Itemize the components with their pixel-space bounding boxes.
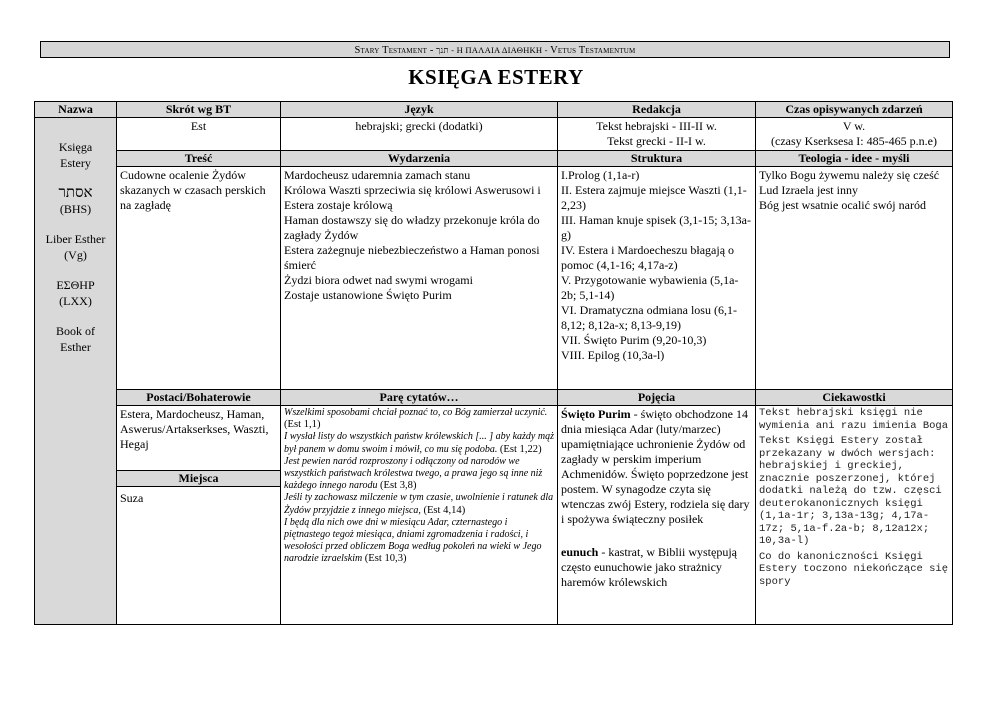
structure-cell	[558, 167, 756, 390]
concept-item	[561, 545, 752, 590]
structure-item: IV. Estera i Mardoecheszu błagają o pomoc (4,1-16; 4,17a-z)	[561, 243, 735, 272]
structure-item: I.Prolog (1,1a-r)	[561, 168, 640, 182]
content-cell: Cudowne ocalenie Żydów skazanych w czasach perskich na zagładę	[117, 167, 281, 390]
header-cytaty: Parę cytatów…	[281, 390, 558, 406]
name-line: (LXX)	[59, 294, 92, 308]
header-teologia: Teologia - idee - myśli	[756, 151, 953, 167]
header-jezyk: Język	[281, 102, 558, 118]
quote-item	[284, 407, 554, 431]
header-redakcja: Redakcja	[558, 102, 756, 118]
quote-item	[284, 431, 554, 455]
trivia-item: Tekst Księgi Estery został przekazany w dwóch wersjach: hebrajskiej i greckiej, znacznie poszerzonej, której dodatki należą do tzw. częsci deuterokanonicznych księgi (1,1a-1r; 3,13a-13g; 4,17a-17z; 5,1a-f.2a-b; 8,12a12x; 10,3a-l)	[759, 435, 942, 547]
name-line: Esther	[60, 340, 91, 354]
name-greek: ΕΣΘΗΡ	[56, 278, 95, 292]
quote-item	[284, 492, 554, 516]
abbreviation-cell: Est	[117, 118, 281, 151]
header-miejsca: Miejsca	[117, 470, 280, 487]
quote-ref: (Est 1,22)	[499, 443, 542, 455]
header-latin: Vetus Testamentum	[550, 45, 636, 56]
header-hebrew: תנך	[435, 45, 449, 55]
quote-text: I wysłał listy do wszystkich państw królewskich [... ] aby każdy mąż był panem w domu swoim i mówił, co mu się podoba.	[284, 431, 554, 455]
quote-text: I będą dla nich owe dni w miesiącu Adar, czternastego i piętnastego tegoż miesiąca, dniami zgromadzenia i radości, i wesołości przed obliczem Boga według pokoleń na wieki w Jego narodzie izraelskim	[284, 516, 542, 565]
structure-item: V. Przygotowanie wybawienia (5,1a-2b; 5,1-14)	[561, 273, 739, 302]
quote-text: Jeśli ty zachowasz milczenie w tym czasie, uwolnienie i ratunek dla Żydów przyjdzie z innego miejsca,	[284, 492, 554, 516]
header-pojecia: Pojęcia	[558, 390, 756, 406]
structure-item: VI. Dramatyczna odmiana losu (6,1-8,12; 8,12a-x; 8,13-9,19)	[561, 303, 737, 332]
event-item: Estera zażegnuje niebezbieczeństwo a Haman ponosi śmierć	[284, 243, 540, 272]
concept-term: Święto Purim	[561, 407, 631, 421]
trivia-item: Tekst hebrajski księgi nie wymienia ani razu imienia Boga	[759, 407, 949, 432]
quote-item	[284, 517, 554, 566]
quote-item	[284, 456, 554, 493]
structure-item: II. Estera zajmuje miejsce Waszti (1,1-2,23)	[561, 183, 747, 212]
quote-text: Wszelkimi sposobami chciał poznać to, co Bóg zamierzał uczynić.	[284, 407, 548, 418]
theology-item: Tylko Bogu żywemu należy się cześć	[759, 168, 940, 182]
language-cell: hebrajski; grecki (dodatki)	[281, 118, 558, 151]
name-line: (Vg)	[64, 248, 87, 262]
book-info-table	[34, 101, 953, 625]
event-item: Królowa Waszti sprzeciwia się królowi Aswerusowi i Estera zostaje królową	[284, 183, 541, 212]
concepts-cell	[558, 406, 756, 625]
characters-places-cell	[117, 406, 281, 625]
trivia-item: Co do kanoniczności Księgi Estery toczono niekończące się spory	[759, 550, 949, 588]
quote-ref: (Est 1,1)	[284, 419, 321, 431]
name-line: (BHS)	[59, 202, 92, 216]
header-struktura: Struktura	[558, 151, 756, 167]
theology-item: Bóg jest wsatnie ocalić swój naród	[759, 198, 926, 212]
quote-ref: (Est 10,3)	[364, 553, 407, 565]
structure-item: VII. Święto Purim (9,20-10,3)	[561, 333, 707, 347]
concept-term: eunuch	[561, 545, 599, 559]
concept-item	[561, 407, 752, 527]
characters-list: Estera, Mardocheusz, Haman, Aswerus/Artakserkses, Waszti, Hegaj	[120, 407, 269, 451]
name-line: Liber Esther	[45, 232, 106, 246]
quote-ref: (Est 3,8)	[380, 480, 417, 492]
header-ciekawostki: Ciekawostki	[756, 390, 953, 406]
document-title: KSIĘGA ESTERY	[408, 65, 584, 89]
header-nazwa: Nazwa	[35, 102, 117, 118]
header-wydarzenia: Wydarzenia	[281, 151, 558, 167]
name-line: Estery	[60, 156, 91, 170]
events-cell	[281, 167, 558, 390]
name-line: Księga	[58, 140, 93, 154]
name-line: Book of	[56, 324, 95, 338]
header-postaci: Postaci/Bohaterowie	[117, 390, 281, 406]
event-item: Żydzi biora odwet nad swymi wrogami	[284, 273, 473, 287]
structure-item: VIII. Epilog (10,3a-l)	[561, 348, 665, 362]
period-line: (czasy Kserksesa I: 485-465 p.n.e)	[771, 134, 937, 148]
header-tresc: Treść	[117, 151, 281, 167]
theology-item: Lud Izraela jest inny	[759, 183, 858, 197]
theology-cell	[756, 167, 953, 390]
redaction-line: Tekst hebrajski - III-II w.	[596, 119, 717, 133]
structure-item: III. Haman knuje spisek (3,1-15; 3,13a-g)	[561, 213, 751, 242]
name-hebrew: אסתר	[58, 185, 93, 201]
header-skrot: Skrót wg BT	[117, 102, 281, 118]
redaction-cell	[558, 118, 756, 151]
concept-desc: - święto obchodzone 14 dnia miesiąca Adar (luty/marzec) upamiętniające uchronienie Żydów od zagłady w perskim imperium Achmenidów. Święto poprzedzone jest postem. W synagodze czyta się wtenczas zwój Estery, rodziela się dary i spożywa świąteczny posiłek	[561, 407, 750, 526]
period-cell	[756, 118, 953, 151]
quote-text: Jest pewien naród rozproszony i odłączony od narodów we wszystkich państwach królestwa twego, a prawa jego są inne niż każdego innego narodu	[284, 455, 543, 492]
header-greek: - Η ΠΑΛΑΙΑ ΔΙΑΘΗΚΗ -	[451, 45, 548, 55]
quotes-cell	[281, 406, 558, 625]
concept-desc: - kastrat, w Biblii występują często eunuchowie jako strażnicy haremów królewskich	[561, 545, 738, 589]
period-line: V w.	[842, 119, 866, 133]
page-header-banner	[40, 41, 950, 58]
event-item: Zostaje ustanowione Święto Purim	[284, 288, 452, 302]
event-item: Mardocheusz udaremnia zamach stanu	[284, 168, 471, 182]
places-list: Suza	[120, 491, 144, 505]
trivia-cell	[756, 406, 953, 625]
book-names-cell	[35, 118, 117, 625]
quote-ref: (Est 4,14)	[423, 504, 466, 516]
header-old-testament: Stary Testament -	[354, 45, 434, 56]
redaction-line: Tekst grecki - II-I w.	[607, 134, 706, 148]
header-czas: Czas opisywanych zdarzeń	[756, 102, 953, 118]
event-item: Haman dostawszy się do władzy przekonuje króla do zagłady Żydów	[284, 213, 540, 242]
